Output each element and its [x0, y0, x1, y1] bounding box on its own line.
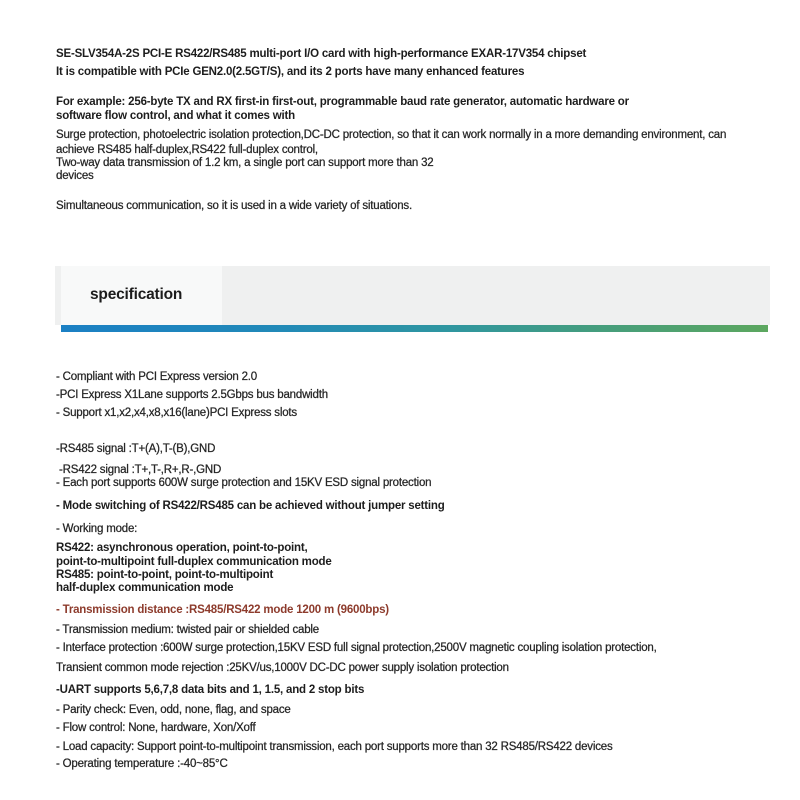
- spec-line: Transient common mode rejection :25KV/us,1000V DC-DC power supply isolation protection: [56, 662, 509, 674]
- product-subtitle: It is compatible with PCIe GEN2.0(2.5GT/S), and its 2 ports have many enhanced features: [56, 66, 525, 78]
- intro-line: devices: [56, 170, 94, 182]
- intro-line: For example: 256-byte TX and RX first-in first-out, programmable baud rate generator, automatic hardware or: [56, 96, 629, 108]
- spec-line: -PCI Express X1Lane supports 2.5Gbps bus bandwidth: [56, 389, 328, 401]
- section-title: specification: [90, 286, 183, 303]
- spec-line: - Interface protection :600W surge protection,15KV ESD full signal protection,2500V magnetic coupling isolation protection,: [56, 642, 657, 654]
- spec-line-transmission-distance: - Transmission distance :RS485/RS422 mode 1200 m (9600bps): [56, 604, 389, 616]
- spec-line: RS485: point-to-point, point-to-multipoint: [56, 569, 274, 581]
- section-divider-bar: [61, 325, 768, 332]
- spec-line: - Support x1,x2,x4,x8,x16(lane)PCI Express slots: [56, 407, 297, 419]
- spec-line: - Mode switching of RS422/RS485 can be achieved without jumper setting: [56, 500, 445, 512]
- spec-line: -UART supports 5,6,7,8 data bits and 1, 1.5, and 2 stop bits: [56, 684, 365, 696]
- spec-line: - Compliant with PCI Express version 2.0: [56, 371, 257, 383]
- spec-line: -RS422 signal :T+,T-,R+,R-,GND: [59, 464, 222, 476]
- spec-line: - Operating temperature :-40~85°C: [56, 758, 228, 770]
- intro-line: Two-way data transmission of 1.2 km, a single port can support more than 32: [56, 157, 434, 169]
- spec-line: - Transmission medium: twisted pair or shielded cable: [56, 624, 319, 636]
- spec-line: - Parity check: Even, odd, none, flag, and space: [56, 704, 291, 716]
- intro-line: achieve RS485 half-duplex,RS422 full-duplex control,: [56, 144, 318, 156]
- spec-line: half-duplex communication mode: [56, 582, 234, 594]
- specification-section-header: [55, 266, 770, 325]
- spec-line: - Load capacity: Support point-to-multipoint transmission, each port supports more than 32 RS485/RS422 devices: [56, 741, 613, 753]
- spec-line: - Working mode:: [56, 523, 138, 535]
- spec-line: RS422: asynchronous operation, point-to-point,: [56, 542, 308, 554]
- spec-line: point-to-multipoint full-duplex communication mode: [56, 556, 332, 568]
- intro-line: Simultaneous communication, so it is used in a wide variety of situations.: [56, 200, 412, 212]
- intro-line: Surge protection, photoelectric isolation protection,DC-DC protection, so that it can work normally in a more demanding environment, can: [56, 129, 727, 141]
- spec-line: -RS485 signal :T+(A),T-(B),GND: [56, 443, 216, 455]
- intro-line: software flow control, and what it comes with: [56, 110, 295, 122]
- spec-line: - Each port supports 600W surge protection and 15KV ESD signal protection: [56, 477, 432, 489]
- spec-line: - Flow control: None, hardware, Xon/Xoff: [56, 722, 256, 734]
- product-title: SE-SLV354A-2S PCI-E RS422/RS485 multi-port I/O card with high-performance EXAR-17V354 chipset: [56, 48, 587, 60]
